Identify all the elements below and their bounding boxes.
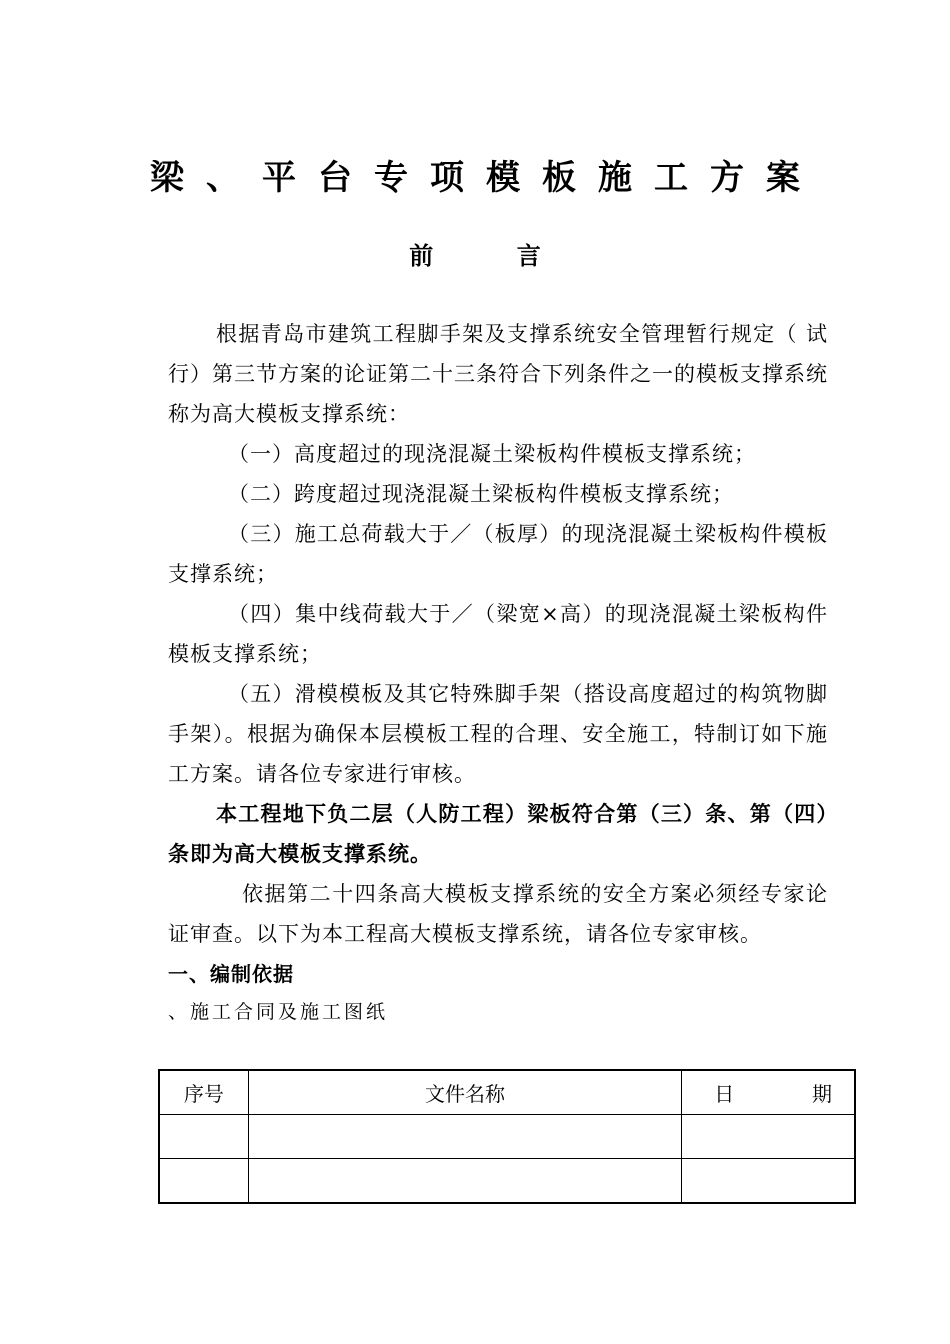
cell-no <box>159 1115 248 1159</box>
header-date-left: 日 <box>714 1082 735 1106</box>
cell-name <box>248 1159 682 1204</box>
review-paragraph: 依据第二十四条高大模板支撑系统的安全方案必须经专家论证审查。以下为本工程高大模板支撑系统，请各位专家审核。 <box>168 882 828 946</box>
table-row <box>159 1159 855 1204</box>
condition-item-1: （一）高度超过的现浇混凝土梁板构件模板支撑系统； <box>228 442 756 466</box>
preface-heading: 前 言 <box>409 242 541 270</box>
section-heading: 一、编制依据 <box>168 962 294 986</box>
table-header-row <box>159 1070 855 1115</box>
cell-date <box>682 1159 855 1204</box>
header-date-right: 期 <box>812 1082 832 1106</box>
sub-heading: 、施工合同及施工图纸 <box>168 1001 389 1023</box>
document-title: 梁、平台专项模板施工方案 <box>150 158 822 198</box>
condition-item-2: （二）跨度超过现浇混凝土梁板构件模板支撑系统； <box>228 482 734 506</box>
scope-statement: 本工程地下负二层（人防工程）梁板符合第（三）条、第（四）条即为高大模板支撑系统。 <box>168 802 828 866</box>
file-table <box>158 1069 856 1204</box>
header-name: 文件名称 <box>248 1070 682 1115</box>
condition-item-5: （五）滑模模板及其它特殊脚手架（搭设高度超过的构筑物脚手架）。根据为确保本层模板工程的合理、安全施工，特制订如下施工方案。请各位专家进行审核。 <box>168 682 828 786</box>
cell-no <box>159 1159 248 1204</box>
cell-date <box>682 1115 855 1159</box>
condition-item-4: （四）集中线荷载大于／（梁宽×高）的现浇混凝土梁板构件模板支撑系统； <box>168 602 828 666</box>
header-no: 序号 <box>159 1070 248 1115</box>
document-body <box>168 314 850 1030</box>
table-row <box>159 1115 855 1159</box>
intro-paragraph: 根据青岛市建筑工程脚手架及支撑系统安全管理暂行规定（ 试 行）第三节方案的论证第二十三条符合下列条件之一的模板支撑系统称为高大模板支撑系统： <box>168 322 850 426</box>
condition-item-3: （三）施工总荷载大于／（板厚）的现浇混凝土梁板构件模板支撑系统； <box>168 522 828 586</box>
cell-name <box>248 1115 682 1159</box>
header-date <box>682 1070 855 1115</box>
